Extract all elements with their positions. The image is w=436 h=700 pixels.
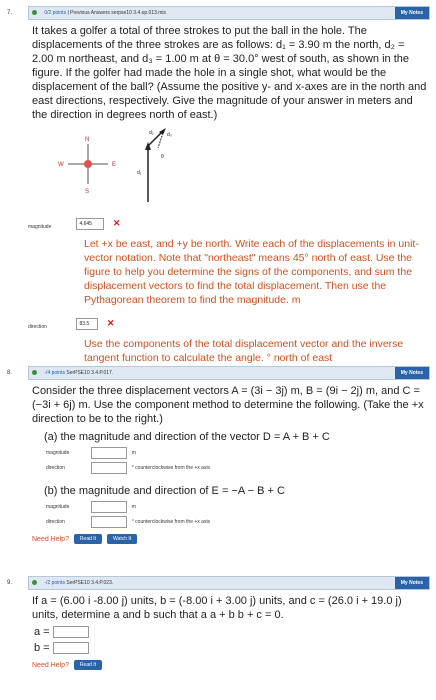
unit-direction: ° counterclockwise from the +x axis <box>131 519 211 526</box>
golf-figure <box>28 124 428 204</box>
incorrect-icon: ✕ <box>112 218 121 229</box>
magnitude-input[interactable]: 4.645 <box>76 218 104 230</box>
watch-it-button[interactable]: Watch It <box>107 534 137 544</box>
question-7 <box>7 6 430 365</box>
points-label: -/2 points <box>44 580 65 586</box>
compass-w: W <box>58 162 64 168</box>
part-b-direction-input[interactable] <box>91 516 127 528</box>
need-help-row <box>28 534 430 544</box>
label-d3: d₃ <box>167 132 172 138</box>
question-meta: | Previous Answers serpse10 3.4.op.013.mis <box>67 10 167 16</box>
question-8 <box>7 366 430 544</box>
status-dot-icon <box>32 10 37 15</box>
question-text: It takes a golfer a total of three strokes to put the ball in the hole. The displacements of the three strokes are as follows: d₁ = 3.90 m the north, d₂ = 2.00 m northeast, and d₃ = 1.00 m at θ = 30.0° west of south, as shown in the figure. If the golfer had made the hole in a single shot, what would be the displacement of the ball? (Assume the positive y- and x-axes are in the north and east directions, respectively. Give the magnitude of your answer in meters and the direction in degrees north of east.) <box>32 25 427 121</box>
compass-icon <box>58 137 116 195</box>
magnitude-row <box>28 215 430 233</box>
compass-n: N <box>85 137 90 143</box>
magnitude-label: magnitude <box>46 504 70 511</box>
label-theta: θ <box>161 154 164 160</box>
read-it-button[interactable]: Read It <box>74 534 102 544</box>
part-b-magnitude-row <box>28 501 430 513</box>
b-label: b = <box>34 642 50 655</box>
my-notes-button[interactable]: My Notes <box>395 577 429 589</box>
direction-label: direction <box>46 519 65 526</box>
question-number: 9. <box>7 580 13 586</box>
unit-direction: ° counterclockwise from the +x axis <box>131 465 211 472</box>
unit-m: m <box>131 504 136 511</box>
part-b-direction-row <box>28 516 430 528</box>
question-header <box>7 576 430 590</box>
label-d2: d₂ <box>149 130 154 136</box>
direction-label: direction <box>46 465 65 472</box>
points-label: 0/2 points <box>44 10 67 16</box>
incorrect-icon: ✕ <box>106 318 115 329</box>
direction-label: direction <box>28 324 47 330</box>
need-help-label: Need Help? <box>32 662 69 670</box>
question-number: 7. <box>7 10 13 16</box>
part-b-label: (b) the magnitude and direction of E = −A − B + C <box>44 485 285 497</box>
question-text: If a = (6.00 i -8.00 j) units, b = (-8.00 i + 3.00 j) units, and c = (26.0 i + 19.0 j) units, determine a and b such that a a + b b + c = 0. <box>32 595 402 621</box>
a-row <box>34 626 430 638</box>
a-label: a = <box>34 626 50 638</box>
part-b-magnitude-input[interactable] <box>91 501 127 513</box>
question-header <box>7 6 430 20</box>
question-meta: SerPSE10 3.4.P.017. <box>66 370 114 376</box>
need-help-row <box>28 660 430 670</box>
my-notes-button[interactable]: My Notes <box>395 367 429 379</box>
direction-row <box>28 315 430 333</box>
read-it-button[interactable]: Read It <box>74 660 102 670</box>
magnitude-label: magnitude <box>28 224 52 230</box>
part-a-label: (a) the magnitude and direction of the vector D = A + B + C <box>44 431 330 443</box>
magnitude-label: magnitude <box>46 450 70 457</box>
displacement-vectors <box>137 128 172 202</box>
compass-e: E <box>112 162 117 168</box>
question-9 <box>7 576 430 670</box>
part-a-magnitude-row <box>28 447 430 459</box>
compass-s: S <box>85 189 90 195</box>
status-dot-icon <box>32 370 37 375</box>
part-a-magnitude-input[interactable] <box>91 447 127 459</box>
points-label: -/4 points <box>44 370 65 376</box>
a-input[interactable] <box>53 626 89 638</box>
part-a-direction-input[interactable] <box>91 462 127 474</box>
status-dot-icon <box>32 580 37 585</box>
question-meta: SerPSE10 3.4.P.023. <box>66 580 114 586</box>
direction-hint: Use the components of the total displacement vector and the inverse tangent function to calculate the angle. ° north of east <box>84 338 404 364</box>
question-text: Consider the three displacement vectors A = (3i − 3j) m, B = (9i − 2j) m, and C = (−3i + 6j) m. Use the component method to determine the following. (Take the +x direction to be to the right.) <box>32 385 424 425</box>
need-help-label: Need Help? <box>32 535 69 543</box>
magnitude-hint: Let +x be east, and +y be north. Write each of the displacements in unit-vector notation. Note that "northeast" means 45° north of east. Use the figure to help you determine the signs of the components, and sum the displacement vectors to find the total displacement. Then use the Pythagorean theorem to find the magnitude. m <box>84 238 419 306</box>
b-row <box>34 642 430 654</box>
b-input[interactable] <box>53 642 89 654</box>
my-notes-button[interactable]: My Notes <box>395 7 429 19</box>
question-number: 8. <box>7 370 13 376</box>
label-d1: d₁ <box>137 170 142 176</box>
unit-m: m <box>131 450 136 457</box>
question-header <box>7 366 430 380</box>
part-a-direction-row <box>28 462 430 474</box>
direction-input[interactable]: 83.5 <box>76 318 98 330</box>
